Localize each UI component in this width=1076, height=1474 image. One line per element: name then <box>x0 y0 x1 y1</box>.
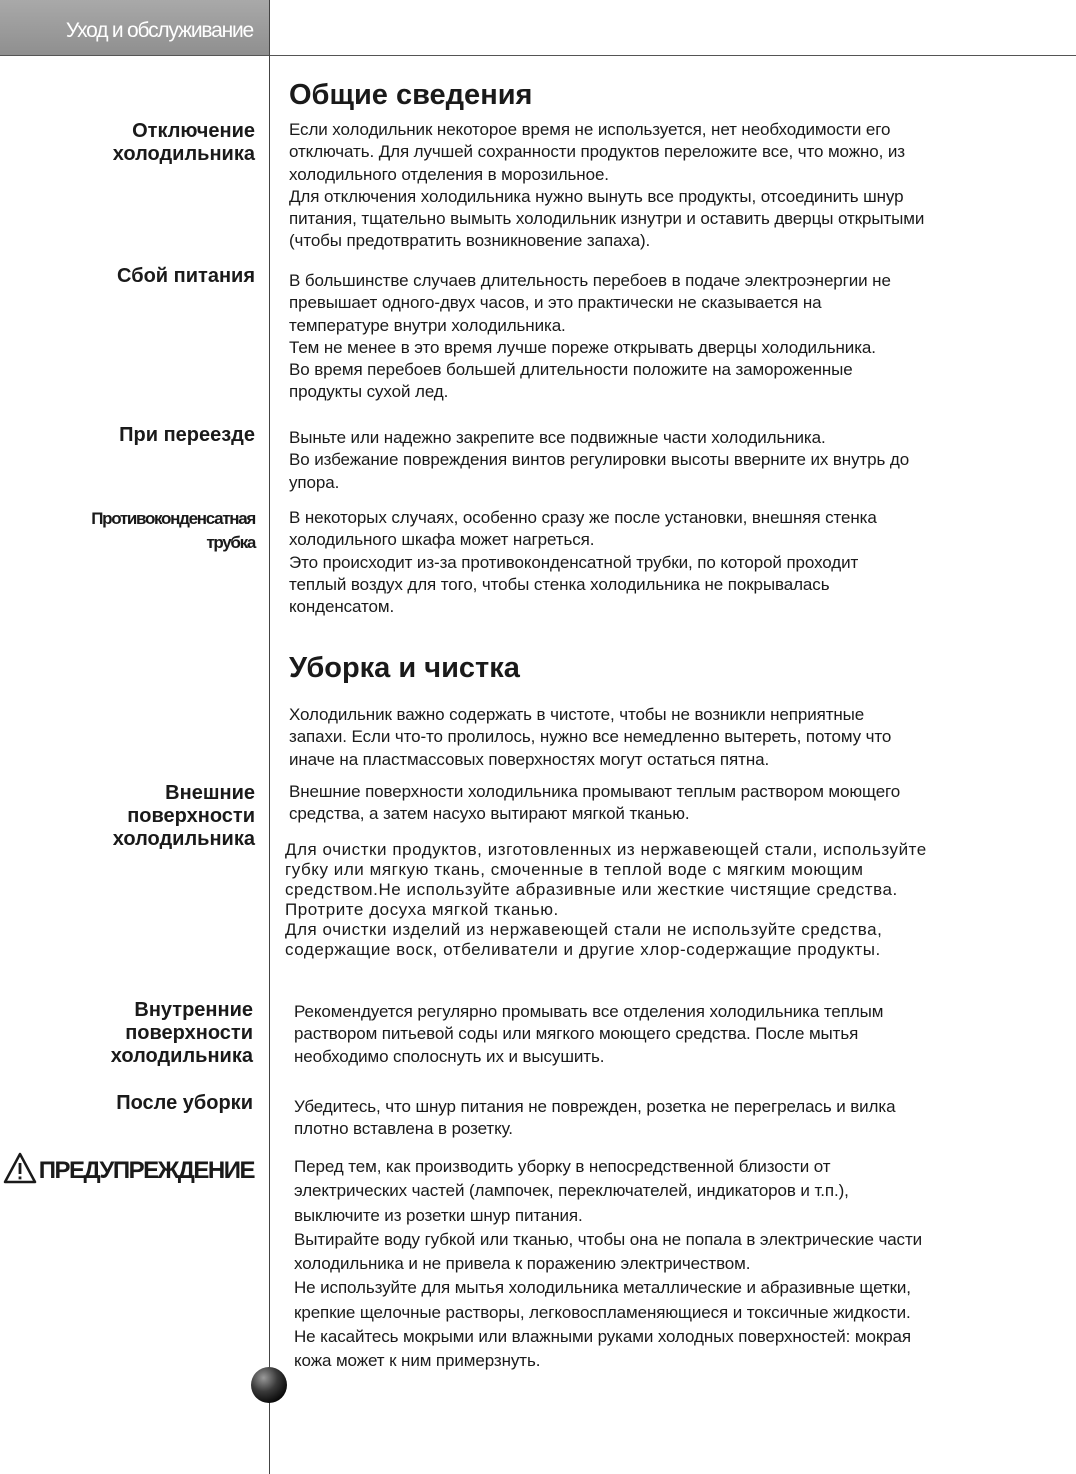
text-line: запахи. Если что-то пролилось, нужно все немедленно вытереть, потому что <box>289 727 892 747</box>
label-line: Внутренние <box>134 999 253 1021</box>
label-shutdown <box>113 120 255 166</box>
interior-text <box>294 1001 1014 1068</box>
label-power-failure: Сбой питания <box>117 265 255 287</box>
label-line: трубка <box>206 533 255 552</box>
text-line: Внешние поверхности холодильника промывают теплым раствором моющего <box>289 782 901 801</box>
text-line: электрических частей (лампочек, переключателей, индикаторов и т.п.), <box>294 1181 849 1201</box>
text-line: отключать. Для лучшей сохранности продуктов переложите все, что можно, из <box>289 142 905 162</box>
label-exterior <box>113 782 255 851</box>
general-heading: Общие сведения <box>289 79 533 111</box>
power-failure-text <box>289 270 1009 404</box>
label-anti-condensate <box>91 507 255 555</box>
shutdown-text <box>289 119 1009 253</box>
text-line: Холодильник важно содержать в чистоте, чтобы не возникли неприятные <box>289 705 865 724</box>
label-line: холодильника <box>110 1045 253 1067</box>
text-line: Протрите досуха мягкой тканью. <box>285 900 559 919</box>
text-line: конденсатом. <box>289 597 395 617</box>
label-line: поверхности <box>127 805 255 827</box>
label-line: Внешние <box>165 782 255 804</box>
page-section-title: Уход и обслуживание <box>65 19 253 42</box>
text-line: продукты сухой лед. <box>289 382 449 402</box>
text-line: температуре внутри холодильника. <box>289 315 566 335</box>
label-interior <box>111 999 253 1068</box>
label-line: Противоконденсатная <box>91 509 255 528</box>
text-line: В большинстве случаев длительность перебоев в подаче электроэнергии не <box>289 271 891 290</box>
text-line: Перед тем, как производить уборку в непосредственной близости от <box>294 1157 831 1176</box>
text-line: выключите из розетки шнур питания. <box>294 1205 583 1225</box>
after-cleaning-text <box>294 1096 1014 1141</box>
label-line: холодильника <box>112 828 255 850</box>
label-line: Отключение <box>132 120 255 142</box>
label-warning <box>3 1152 254 1188</box>
header-rule <box>0 55 1076 56</box>
text-line: крепкие щелочные растворы, легковоспламеняющиеся и токсичные жидкости. <box>294 1302 911 1322</box>
text-line: Для отключения холодильника нужно вынуть все продукты, отсоединить шнур <box>289 186 904 206</box>
warning-text <box>294 1156 1014 1375</box>
label-moving: При переезде <box>119 424 255 446</box>
label-after-cleaning: После уборки <box>116 1092 253 1114</box>
text-line: иначе на пластмассовых поверхностях могут остаться пятна. <box>289 749 770 769</box>
text-line: Выньте или надежно закрепите все подвижные части холодильника. <box>289 428 826 447</box>
label-line: холодильника <box>112 143 255 165</box>
text-line: Это происходит из-за противоконденсатной трубки, по которой проходит <box>289 552 859 572</box>
text-line: Если холодильник некоторое время не используется, нет необходимости его <box>289 120 891 139</box>
text-line: питания, тщательно вымыть холодильник изнутри и оставить дверцы открытыми <box>289 209 925 229</box>
moving-text <box>289 427 1009 494</box>
text-line: упора. <box>289 472 340 492</box>
text-line: холодильника и не привела к поражению электричеством. <box>294 1254 751 1274</box>
text-line: (чтобы предотвратить возникновение запаха). <box>289 231 651 251</box>
text-line: Тем не менее в это время лучше пореже открывать дверцы холодильника. <box>289 337 876 357</box>
cleaning-heading: Уборка и чистка <box>289 652 520 684</box>
text-line: Не используйте для мытья холодильника металлические и абразивные щетки, <box>294 1278 911 1298</box>
text-line: кожа может к ним примерзнуть. <box>294 1351 541 1371</box>
text-line: В некоторых случаях, особенно сразу же после установки, внешняя стенка <box>289 508 877 527</box>
text-line: необходимо сполоснуть их и высушить. <box>294 1046 605 1066</box>
text-line: содержащие воск, отбеливатели и другие хлор-содержащие продукты. <box>285 940 881 959</box>
text-line: средством.Не используйте абразивные или жесткие чистящие средства. <box>285 880 898 899</box>
text-line: Вытирайте воду губкой или тканью, чтобы она не попала в электрические части <box>294 1229 923 1249</box>
warning-label-text: ПРЕДУПРЕЖДЕНИЕ <box>38 1156 254 1184</box>
text-line: холодильного отделения в морозильное. <box>289 164 609 184</box>
text-line: Во избежание повреждения винтов регулировки высоты вверните их внутрь до <box>289 450 910 470</box>
page-marker-ball <box>251 1367 287 1403</box>
text-line: холодильного шкафа может нагреться. <box>289 530 595 550</box>
text-line: теплый воздух для того, чтобы стенка холодильника не покрывалась <box>289 574 830 594</box>
text-line: Во время перебоев большей длительности положите на замороженные <box>289 360 853 380</box>
text-line: Не касайтесь мокрыми или влажными руками холодных поверхностей: мокрая <box>294 1327 912 1347</box>
text-line: Рекомендуется регулярно промывать все отделения холодильника теплым <box>294 1002 884 1021</box>
text-line: превышает одного-двух часов, и это практически не сказывается на <box>289 293 822 313</box>
text-line: Для очистки продуктов, изготовленных из нержавеющей стали, используйте <box>285 840 927 859</box>
column-divider <box>269 0 270 1474</box>
text-line: губку или мягкую ткань, смоченные в теплой воде с мягким моющим <box>285 860 864 879</box>
label-line: поверхности <box>125 1022 253 1044</box>
text-line: средства, а затем насухо вытирают мягкой тканью. <box>289 804 690 824</box>
warning-triangle-icon <box>3 1152 37 1188</box>
text-line: раствором питьевой соды или мягкого моющего средства. После мытья <box>294 1024 859 1044</box>
text-line: Для очистки изделий из нержавеющей стали не используйте средства, <box>285 920 883 939</box>
cleaning-intro-text <box>289 704 1009 771</box>
text-line: Убедитесь, что шнур питания не поврежден, розетка не перегрелась и вилка <box>294 1097 896 1116</box>
text-line: плотно вставлена в розетку. <box>294 1119 513 1139</box>
exterior-text <box>289 781 1009 826</box>
anti-condensate-text <box>289 507 1009 618</box>
stainless-text <box>285 840 1015 960</box>
header-tab <box>0 0 269 55</box>
